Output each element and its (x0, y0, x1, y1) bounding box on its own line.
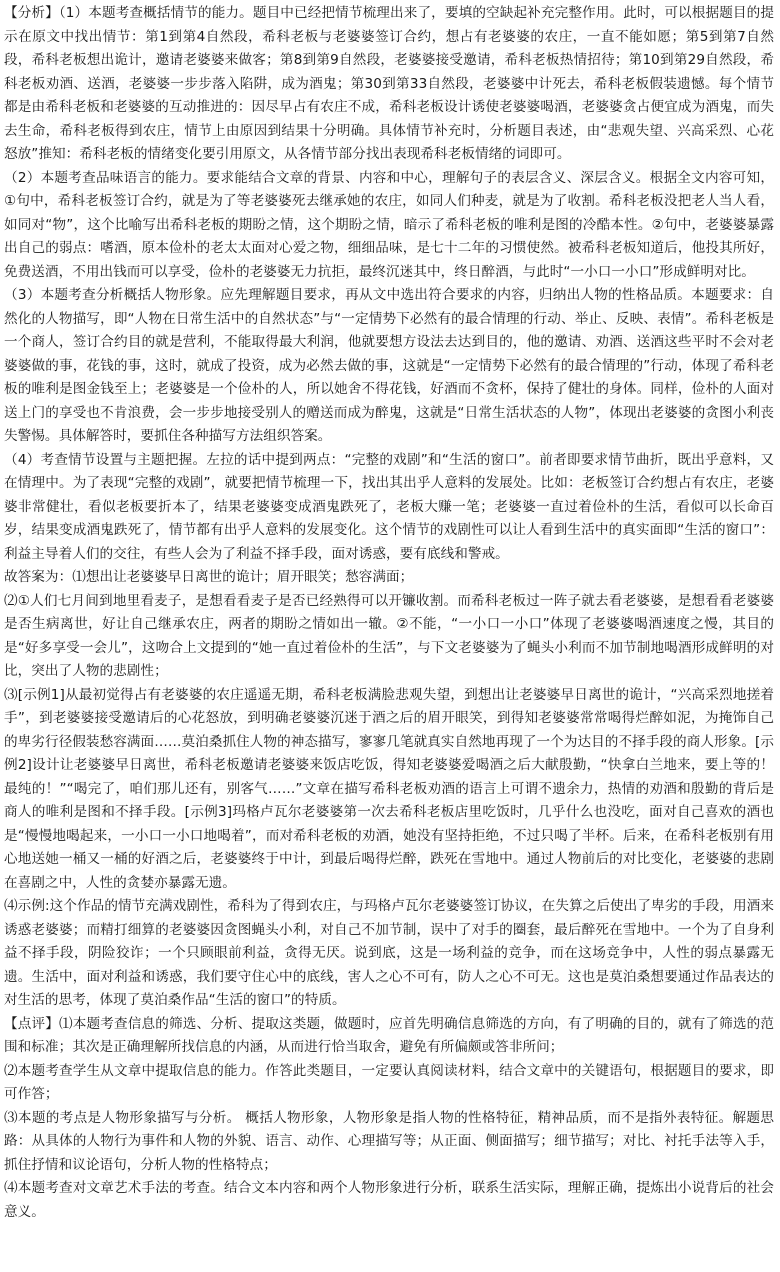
analysis-paragraph-1: 【分析】（1）本题考查概括情节的能力。题目中已经把情节梳理出来了，要填的空缺起补充完整作用。此时，可以根据题目的提示在原文中找出情节：第1到第4自然段，希科老板与老婆婆签订合约，想占有老婆婆的农庄，一直不能如愿；第5到第7自然段，希科老板想出诡计，邀请老婆婆来做客；第8到第9自然段，老婆婆接受邀请，希科老板热情招待；第10到第29自然段，希科老板劝酒、送酒，老婆婆一步步落入陷阱，成为酒鬼；第30到第33自然段，老婆婆中计死去，希科老板假装遗憾。每个情节都是由希科老板和老婆婆的互动推进的：因尽早占有农庄不成，希科老板设计诱使老婆婆喝酒，老婆婆贪占便宜成为酒鬼，而失去生命，希科老板得到农庄，情节上由原因到结果十分明确。具体情节补充时，分析题目表述，由“悲观失望、兴高采烈、心花怒放”推知：希科老板的情绪变化要引用原文，从各情节部分找出表现希科老板情绪的词即可。 (4, 5, 774, 162)
analysis-paragraph-3: （3）本题考查分析概括人物形象。应先理解题目要求，再从文中选出符合要求的内容，归纳出人物的性格品质。本题要求：自然化的人物描写，即“人物在日常生活中的自然状态”与“一定情势下必然有的最合情理的行动、举止、反映、表情”。希科老板是一个商人，签订合约目的就是营利，不能取得最大利润，他就要想方设法去达到目的，他的邀请、劝酒、送酒这些平时不会对老婆婆做的事，花钱的事，这时，就成了投资，成为必然去做的事，这就是“一定情势下必然有的最合情理的”行动，体现了希科老板的唯利是图金钱至上；老婆婆是一个俭朴的人，所以她舍不得花钱，好酒而不贪杯，保持了健壮的身体。同样，俭朴的人面对送上门的享受也不肯浪费，会一步步地接受别人的赠送而成为醉鬼，这就是“日常生活状态的人物”，体现出老婆婆的贪图小利丧失警惕。具体解答时，要抓住各种描写方法组织答案。 (4, 287, 774, 444)
comment-item-4: ⑷本题考查对文章艺术手法的考查。结合文本内容和两个人物形象进行分析，联系生活实际，理解正确，提炼出小说背后的社会意义。 (4, 1180, 774, 1220)
answer-item-3: ⑶[示例1]从最初觉得占有老婆婆的农庄遥遥无期，希科老板满脸悲观失望，到想出让老婆婆早日离世的诡计，“兴高采烈地搓着手”，到老婆婆接受邀请后的心花怒放，到明确老婆婆沉迷于酒之后的眉开眼笑，到得知老婆婆常常喝得烂醉如泥，为掩饰自己的卑劣行径假装愁容满面……莫泊桑抓住人物的神态描写，寥寥几笔就真实自然地再现了一个为达目的不择手段的商人形象。[示例2]设计让老婆婆早日离世，希科老板邀请老婆婆来饭店吃饭，得知老婆婆爱喝酒之后大献殷勤，“快拿白兰地来，要上等的！最纯的！”“喝完了，咱们那儿还有，别客气……”文章在描写希科老板劝酒的语言上可谓不遗余力，热情的劝酒和殷勤的背后是商人的唯利是图和不择手段。[示例3]玛格卢瓦尔老婆婆第一次去希科老板店里吃饭时，几乎什么也没吃，面对自己喜欢的酒也是“慢慢地喝起来，一小口一小口地喝着”，而对希科老板的劝酒，她没有坚持拒绝，不过只喝了半杯。后来，在希科老板别有用心地送她一桶又一桶的好酒之后，老婆婆终于中计，到最后喝得烂醉，跌死在雪地中。通过人物前后的对比变化，老婆婆的悲剧在喜剧之中，人性的贪婪亦暴露无遗。 (4, 686, 774, 891)
answer-item-2: ⑵①人们七月间到地里看麦子，是想看看麦子是否已经熟得可以开镰收割。而希科老板过一阵子就去看老婆婆，是想看看老婆婆是否生病离世，好让自己继承农庄，两者的期盼之情如出一辙。②不能，“一小口一小口”体现了老婆婆喝酒速度之慢，其目的是“好多享受一会儿”，这吻合上文提到的“她一直过着俭朴的生活”，与下文老婆婆为了蝇头小利而不加节制地喝酒形成鲜明的对比，突出了人物的悲剧性； (4, 592, 774, 679)
comment-item-1: 【点评】⑴本题考查信息的筛选、分析、提取这类题，做题时，应首先明确信息筛选的方向，有了明确的目的，就有了筛选的范围和标准；其次是正确理解所找信息的内涵，从而进行恰当取舍，避免有所偏颇或答非所问； (4, 1015, 774, 1055)
answer-item-4: ⑷示例:这个作品的情节充满戏剧性，希科为了得到农庄，与玛格卢瓦尔老婆婆签订协议，在失算之后使出了卑劣的手段，用酒来诱惑老婆婆；而精打细算的老婆婆因贪图蝇头小利，对自己不加节制，误中了对手的圈套，最后醉死在雪地中。一个为了自身利益不择手段，阴险狡诈；一个只顾眼前利益，贪得无厌。说到底，这是一场利益的竞争，而在这场竞争中，人性的弱点暴露无遗。生活中，面对利益和诱惑，我们要守住心中的底线，害人之心不可有，防人之心不可无。这也是莫泊桑想要通过作品表达的对生活的思考，体现了莫泊桑作品“生活的窗口”的特质。 (4, 898, 774, 1008)
answer-item-1: 故答案为：⑴想出让老婆婆早日离世的诡计；眉开眼笑；愁容满面； (4, 569, 414, 585)
comment-item-2: ⑵本题考查学生从文章中提取信息的能力。作答此类题目，一定要认真阅读材料，结合文章中的关键语句，根据题目的要求，即可作答； (4, 1062, 774, 1102)
analysis-paragraph-2: （2）本题考查品味语言的能力。要求能结合文章的背景、内容和中心，理解句子的表层含义、深层含义。根据全文内容可知，①句中，希科老板签订合约，就是为了等老婆婆死去继承她的农庄，如同人们种麦，就是为了收割。希科老板没把老人当人看，如同对“物”，这个比喻写出希科老板的期盼之情，这个期盼之情，暗示了希科老板的唯利是图的冷酷本性。②句中，老婆婆暴露出自己的弱点：嗜酒，原本俭朴的老太太面对心爱之物，细细品味，是七十二年的习惯使然。被希科老板知道后，他投其所好，免费送酒，不用出钱而可以享受，俭朴的老婆婆无力抗拒，最终沉迷其中，终日醉酒，与此时“一小口一小口”形成鲜明对比。 (4, 169, 774, 280)
comment-item-3: ⑶本题的考点是人物形象描写与分析。 概括人物形象，人物形象是指人物的性格特征，精神品质，而不是指外表特征。解题思路：从具体的人物行为事件和人物的外貌、语言、动作、心理描写等；从正面、侧面描写；细节描写；对比、衬托手法等入手，抓住抒情和议论语句，分析人物的性格特点； (4, 1109, 774, 1173)
analysis-paragraph-4: （4）考查情节设置与主题把握。左拉的话中提到两点：“完整的戏剧”和“生活的窗口”。前者即要求情节曲折，既出乎意料，又在情理中。为了表现“完整的戏剧”，就要把情节梳理一下，找出其出乎人意料的发展处。比如：老板签订合约想占有农庄，老婆婆非常健壮，看似老板要折本了，结果老婆婆变成酒鬼跌死了，老板大赚一笔；老婆婆一直过着俭朴的生活，看似可以长命百岁，结果变成酒鬼跌死了，情节都有出乎人意料的发展变化。这个情节的戏剧性可以让人看到生活中的真实面即“生活的窗口”：利益主导着人们的交往，有些人会为了利益不择手段，面对诱惑，要有底线和警戒。 (4, 451, 774, 562)
